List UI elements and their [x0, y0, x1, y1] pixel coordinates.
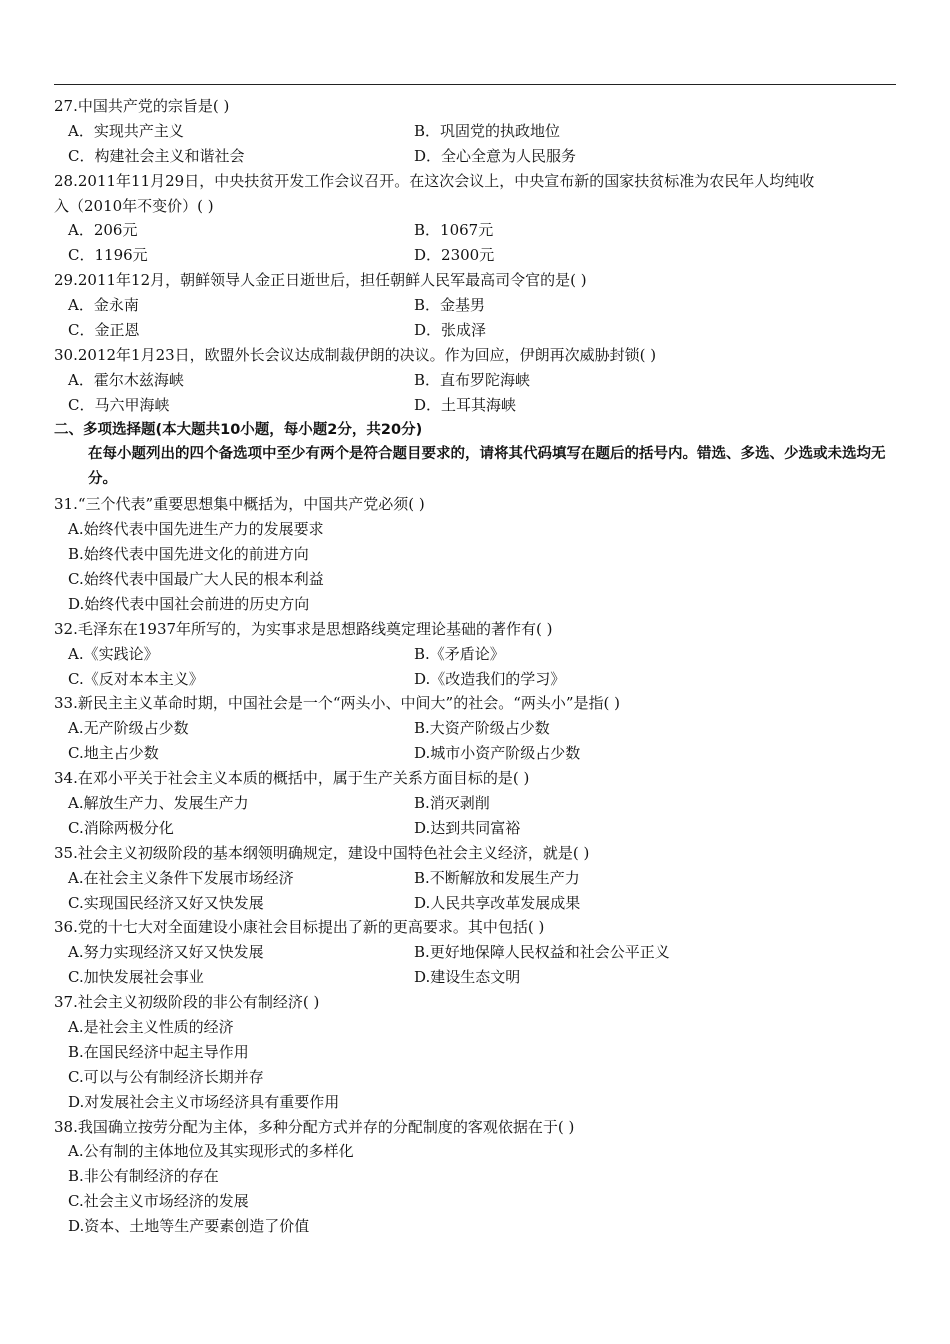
option-a: A．金永南: [68, 296, 139, 315]
option-c: C.加快发展社会事业: [68, 968, 204, 987]
question-29-options-row2: [54, 318, 896, 343]
option-d: D．张成泽: [414, 321, 487, 340]
option-c: C.始终代表中国最广大人民的根本利益: [68, 569, 324, 588]
option-c: C．构建社会主义和谐社会: [68, 146, 245, 165]
option-a: A.始终代表中国先进生产力的发展要求: [68, 520, 324, 539]
section-2-instructions: 在每小题列出的四个备选项中至少有两个是符合题目要求的，请将其代码填写在题后的括号内。错选、多选、少选或未选均无分。: [88, 446, 886, 488]
question-33-options-row2: [54, 741, 896, 766]
question-35-options-row2: [54, 891, 896, 916]
question-29-options-row1: [54, 293, 896, 318]
option-d: D.对发展社会主义市场经济具有重要作用: [68, 1092, 340, 1111]
option-a: A.公有制的主体地位及其实现形式的多样化: [68, 1142, 354, 1161]
option-a: A.《实践论》: [68, 644, 159, 663]
question-36-options-row1: [54, 940, 896, 965]
option-b: B.大资产阶级占少数: [414, 719, 550, 738]
option-a: A.无产阶级占少数: [68, 719, 189, 738]
question-29-stem: 29.2011年12月，朝鲜领导人金正日逝世后，担任朝鲜人民军最高司令官的是( ): [54, 271, 587, 290]
option-d: D．土耳其海峡: [414, 395, 517, 414]
option-b: B.在国民经济中起主导作用: [68, 1042, 249, 1061]
option-d: D.建设生态文明: [414, 968, 521, 987]
question-37-stem: 37.社会主义初级阶段的非公有制经济( ): [54, 993, 320, 1012]
question-28-options-row2: [54, 243, 896, 268]
question-30-stem: 30.2012年1月23日，欧盟外长会议达成制裁伊朗的决议。作为回应，伊朗再次威胁封锁( ): [54, 345, 657, 364]
option-b: B.非公有制经济的存在: [68, 1167, 219, 1186]
section-2-title: 二、多项选择题(本大题共10小题，每小题2分，共20分): [54, 421, 423, 438]
option-b: B．巩固党的执政地位: [414, 121, 561, 140]
option-a: A.是社会主义性质的经济: [68, 1017, 234, 1036]
option-d: D.达到共同富裕: [414, 818, 521, 837]
question-35-stem: 35.社会主义初级阶段的基本纲领明确规定，建设中国特色社会主义经济，就是( ): [54, 843, 590, 862]
option-c: C.《反对本本主义》: [68, 669, 204, 688]
option-c: C.地主占少数: [68, 744, 159, 763]
question-28-options-row1: [54, 218, 896, 243]
option-a: A．206元: [68, 221, 138, 240]
option-b: B.消灭剥削: [414, 793, 490, 812]
option-c: C.消除两极分化: [68, 818, 174, 837]
option-a: A.解放生产力、发展生产力: [68, 793, 249, 812]
question-28-stem-line1: 28.2011年11月29日，中央扶贫开发工作会议召开。在这次会议上，中央宣布新的国家扶贫标准为农民年人均纯收: [54, 171, 815, 190]
option-d: D．2300元: [414, 246, 495, 265]
question-27-stem: 27.中国共产党的宗旨是( ): [54, 97, 230, 115]
option-d: D.城市小资产阶级占少数: [414, 744, 581, 763]
question-33-stem: 33.新民主主义革命时期，中国社会是一个“两头小、中间大”的社会。“两头小”是指( ): [54, 694, 621, 713]
option-d: D.人民共享改革发展成果: [414, 893, 581, 912]
option-c: C．1196元: [68, 246, 148, 265]
question-27-options-row2: [54, 144, 896, 169]
question-30-options-row2: [54, 393, 896, 418]
question-34-stem: 34.在邓小平关于社会主义本质的概括中，属于生产关系方面目标的是( ): [54, 769, 530, 788]
question-33-options-row1: [54, 716, 896, 741]
option-b: B.不断解放和发展生产力: [414, 868, 580, 887]
question-34-options-row2: [54, 816, 896, 841]
question-38-stem: 38.我国确立按劳分配为主体，多种分配方式并存的分配制度的客观依据在于( ): [54, 1117, 575, 1136]
header-rule: [54, 84, 896, 85]
option-c: C．金正恩: [68, 321, 140, 340]
option-b: B．直布罗陀海峡: [414, 370, 531, 389]
question-32-options-row1: [54, 642, 896, 667]
option-d: D.《改造我们的学习》: [414, 669, 566, 688]
question-36-stem: 36.党的十七大对全面建设小康社会目标提出了新的更高要求。其中包括( ): [54, 918, 545, 937]
exam-page: [54, 94, 896, 1239]
question-35-options-row1: [54, 866, 896, 891]
option-c: C.社会主义市场经济的发展: [68, 1192, 249, 1211]
question-27-options-row1: [54, 119, 896, 144]
question-32-stem: 32.毛泽东在1937年所写的，为实事求是思想路线奠定理论基础的著作有( ): [54, 619, 553, 638]
question-28-stem-line2: 入（2010年不变价）( ): [54, 196, 214, 215]
option-b: B.始终代表中国先进文化的前进方向: [68, 545, 309, 564]
option-d: D.资本、土地等生产要素创造了价值: [68, 1217, 310, 1236]
option-b: B.《矛盾论》: [414, 644, 505, 663]
question-30-options-row1: [54, 368, 896, 393]
option-c: C．马六甲海峡: [68, 395, 170, 414]
option-b: B．1067元: [414, 221, 494, 240]
option-d: D.始终代表中国社会前进的历史方向: [68, 594, 310, 613]
option-a: A．霍尔木兹海峡: [68, 370, 184, 389]
question-36-options-row2: [54, 965, 896, 990]
question-32-options-row2: [54, 667, 896, 692]
option-d: D．全心全意为人民服务: [414, 146, 577, 165]
option-a: A.在社会主义条件下发展市场经济: [68, 868, 294, 887]
option-a: A．实现共产主义: [68, 121, 184, 140]
option-c: C.可以与公有制经济长期并存: [68, 1067, 264, 1086]
option-a: A.努力实现经济又好又快发展: [68, 943, 264, 962]
question-34-options-row1: [54, 791, 896, 816]
option-b: B．金基男: [414, 296, 486, 315]
option-c: C.实现国民经济又好又快发展: [68, 893, 264, 912]
question-31-stem: 31.“三个代表”重要思想集中概括为，中国共产党必须( ): [54, 495, 425, 514]
option-b: B.更好地保障人民权益和社会公平正义: [414, 943, 670, 962]
